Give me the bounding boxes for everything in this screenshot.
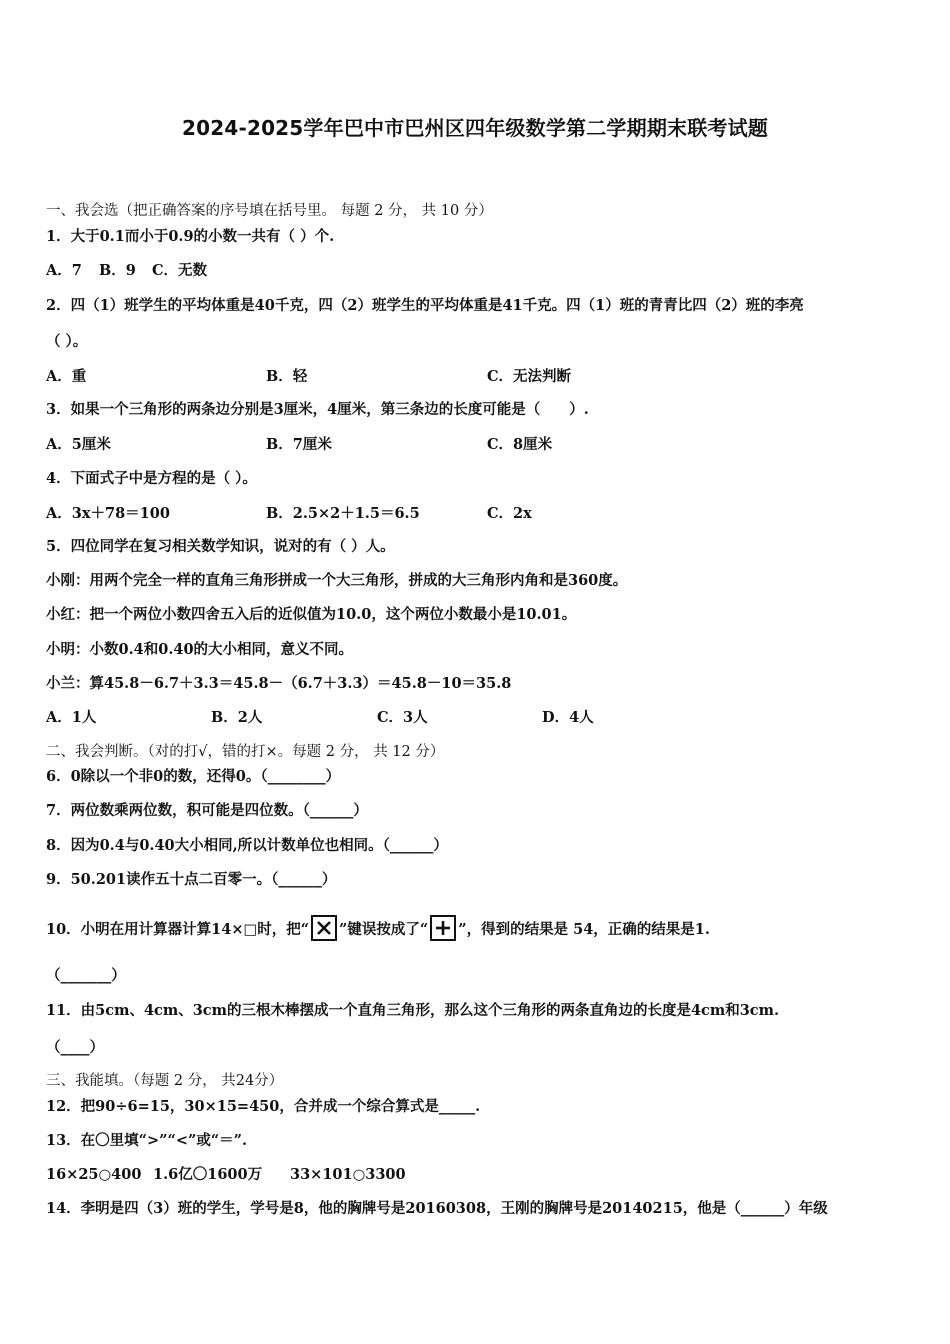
option-b: B．7厘米 <box>266 436 332 453</box>
question-10-part-3: ”，得到的结果是 54，正确的结果是1. <box>458 921 710 938</box>
question-3: 3．如果一个三角形的两条边分别是3厘米，4厘米，第三条边的长度可能是（ ）. <box>46 401 589 418</box>
option-c: C．8厘米 <box>487 436 553 453</box>
option-c: C．3人 <box>377 709 428 726</box>
question-10 <box>46 915 910 941</box>
question-7: 7．两位数乘两位数，积可能是四位数。（______） <box>46 802 368 819</box>
section-2-heading: 二、我会判断。（对的打√，错的打×。每题 2 分， 共 12 分） <box>46 744 445 760</box>
section-1-heading: 一、我会选（把正确答案的序号填在括号里。 每题 2 分， 共 10 分） <box>46 203 493 219</box>
question-5-statement-4: 小兰：算45.8－6.7＋3.3＝45.8－（6.7＋3.3）＝45.8－10＝35.8 <box>46 675 512 692</box>
question-6: 6．0除以一个非0的数，还得0。（________） <box>46 768 341 785</box>
question-9: 9．50.201读作五十点二百零一。（______） <box>46 871 337 888</box>
option-b: B．2.5×2＋1.5＝6.5 <box>266 505 420 522</box>
question-14: 14．李明是四（3）班的学生，学号是8，他的胸牌号是20160308，王刚的胸牌号是20140215，他是（______）年级 <box>46 1200 828 1217</box>
question-13: 13．在〇里填“>”“<”或“＝”. <box>46 1132 248 1149</box>
section-3-heading: 三、我能填。（每题 2 分， 共24分） <box>46 1073 284 1089</box>
compare-item: 33×101○3300 <box>290 1166 406 1183</box>
compare-item: 1.6亿〇1600万 <box>153 1166 263 1183</box>
question-11: 11．由5cm、4cm、3cm的三根木棒摆成一个直角三角形，那么这个三角形的两条直角边的长度是4cm和3cm. <box>46 1002 780 1019</box>
multiply-key-icon <box>311 915 337 941</box>
page-title: 2024-2025学年巴中市巴州区四年级数学第二学期期末联考试题 <box>181 116 769 140</box>
question-11-blank: （____） <box>46 1039 104 1056</box>
question-10-part-2: ”键误按成了“ <box>339 921 429 938</box>
option-a: A．5厘米 <box>46 436 111 453</box>
option-b: B．9 <box>99 262 136 279</box>
option-a: A．重 <box>46 368 87 385</box>
question-4: 4．下面式子中是方程的是（ ）。 <box>46 470 257 487</box>
plus-key-icon <box>430 915 456 941</box>
option-a: A．1人 <box>46 709 97 726</box>
option-b: B．2人 <box>211 709 263 726</box>
compare-item: 16×25○400 <box>46 1166 142 1183</box>
question-5-statement-3: 小明：小数0.4和0.40的大小相同，意义不同。 <box>46 641 354 658</box>
question-2-continued: （ ）。 <box>46 333 88 350</box>
option-c: C．2x <box>487 505 532 522</box>
question-12: 12．把90÷6=15，30×15=450，合并成一个综合算式是_____. <box>46 1098 481 1115</box>
question-5: 5．四位同学在复习相关数学知识，说对的有（ ）人。 <box>46 538 395 555</box>
option-d: D．4人 <box>542 709 594 726</box>
option-c: C．无法判断 <box>487 368 572 385</box>
question-2: 2．四（1）班学生的平均体重是40千克，四（2）班学生的平均体重是41千克。四（1）班的青青比四（2）班的李亮 <box>46 297 804 314</box>
question-5-statement-1: 小刚：用两个完全一样的直角三角形拼成一个大三角形，拼成的大三角形内角和是360度。 <box>46 572 628 589</box>
option-a: A．7 <box>46 262 82 279</box>
question-1: 1．大于0.1而小于0.9的小数一共有（ ）个. <box>46 228 335 245</box>
question-10-part-1: 10．小明在用计算器计算14×□时，把“ <box>46 921 310 938</box>
option-c: C．无数 <box>152 262 208 279</box>
option-b: B．轻 <box>266 368 308 385</box>
question-5-statement-2: 小红：把一个两位小数四舍五入后的近似值为10.0，这个两位小数最小是10.01。 <box>46 606 577 623</box>
question-10-blank: （_______） <box>46 967 126 984</box>
option-a: A．3x＋78＝100 <box>46 505 170 522</box>
question-8: 8．因为0.4与0.40大小相同,所以计数单位也相同。（______） <box>46 837 448 854</box>
